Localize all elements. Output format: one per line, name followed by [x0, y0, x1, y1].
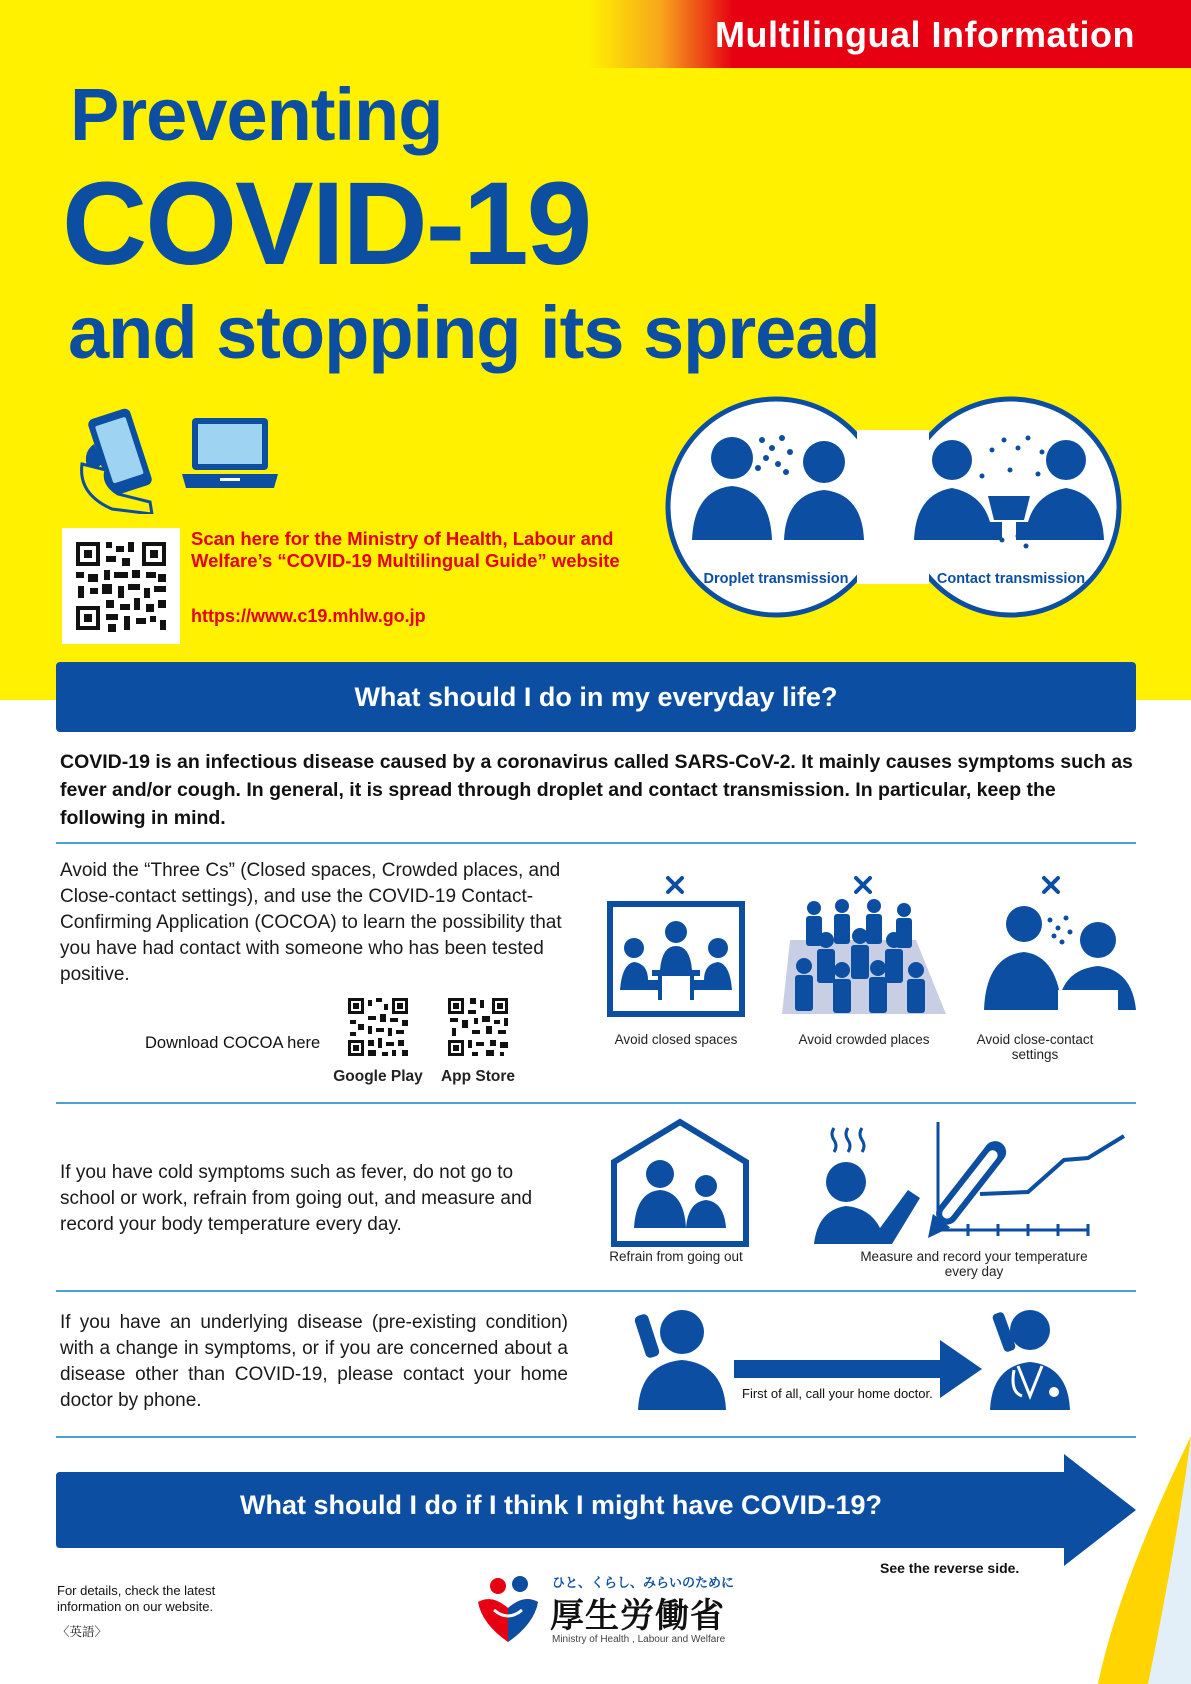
droplet-transmission-label: Droplet transmission — [703, 571, 849, 587]
three-cs-icons — [606, 870, 1146, 1020]
doctor-text: If you have an underlying disease (pre-existing condition) with a change in symptoms, or if you are concerned about a disease other than COVID-19, please contact your home doctor by phone. — [60, 1312, 568, 1411]
ministry-name: 厚生労働省 — [550, 1597, 725, 1635]
not-allowed-icon — [668, 878, 1058, 892]
smartphone-icon — [72, 404, 172, 514]
ministry-logo-icon — [472, 1574, 544, 1646]
contact-transmission-label: Contact transmission — [936, 571, 1086, 587]
page-curl — [1058, 1436, 1191, 1684]
ministry-slogan: ひと、くらし、みらいのために — [552, 1575, 735, 1590]
footer-details: For details, check the latest information on our website. — [57, 1583, 216, 1614]
divider — [56, 1436, 1136, 1438]
app-store-label: App Store — [440, 1068, 516, 1085]
symptoms-text: If you have cold symptoms such as fever, do not go to school or work, refrain from going out, and measure and record your body temperature every day. — [60, 1162, 533, 1235]
multilingual-tag-label: Multilingual Information — [715, 14, 1135, 55]
title-line-1: Preventing — [70, 73, 443, 156]
symptoms-icons — [608, 1118, 1128, 1248]
might-have-covid-heading: What should I do if I think I might have COVID-19? — [239, 1490, 882, 1520]
multilingual-tag — [589, 0, 1191, 68]
laptop-icon — [180, 414, 280, 492]
guide-url-link[interactable]: https://www.c19.mhlw.go.jp — [191, 606, 426, 626]
google-play-label: Google Play — [333, 1068, 423, 1085]
divider — [56, 1290, 1136, 1292]
avoid-closed-spaces-label: Avoid closed spaces — [614, 1032, 738, 1047]
ministry-name-en: Ministry of Health , Labour and Welfare — [552, 1634, 726, 1645]
google-play-qr-code[interactable] — [346, 996, 410, 1058]
cocoa-download-label: Download COCOA here — [145, 1034, 321, 1052]
divider — [56, 842, 1136, 844]
call-doctor-label: First of all, call your home doctor. — [742, 1386, 933, 1401]
guide-qr-code[interactable] — [62, 528, 180, 644]
guide-scan-text: Scan here for the Ministry of Health, Labour and Welfare’s “COVID-19 Multilingual Guide” website — [191, 528, 620, 571]
measure-temperature-label: Measure and record your temperature every day — [860, 1249, 1088, 1279]
divider — [56, 1102, 1136, 1104]
three-cs-text: Avoid the “Three Cs” (Closed spaces, Crowded places, and Close-contact settings), and use the COVID-19 Contact-Confirming Application (COCOA) to learn the possibility that you have had contact with someone who has been tested positive. — [60, 860, 562, 985]
intro-text: COVID-19 is an infectious disease caused by a coronavirus called SARS-CoV-2. It mainly causes symptoms such as fever and/or cough. In general, it is spread through droplet and contact transmission. In particular, keep the following in mind. — [60, 751, 1133, 829]
refrain-going-out-label: Refrain from going out — [609, 1249, 743, 1264]
language-tag: 〈英語〉 — [57, 1625, 108, 1639]
avoid-crowded-places-label: Avoid crowded places — [798, 1032, 930, 1047]
title-line-3: and stopping its spread — [68, 291, 880, 374]
transmission-diagram — [652, 390, 1142, 624]
everyday-life-heading: What should I do in my everyday life? — [56, 662, 1136, 732]
avoid-close-contact-label: Avoid close-contact settings — [976, 1032, 1094, 1062]
title-line-2: COVID-19 — [62, 158, 591, 290]
see-reverse-side: See the reverse side. — [880, 1560, 1020, 1576]
app-store-qr-code[interactable] — [446, 996, 510, 1058]
